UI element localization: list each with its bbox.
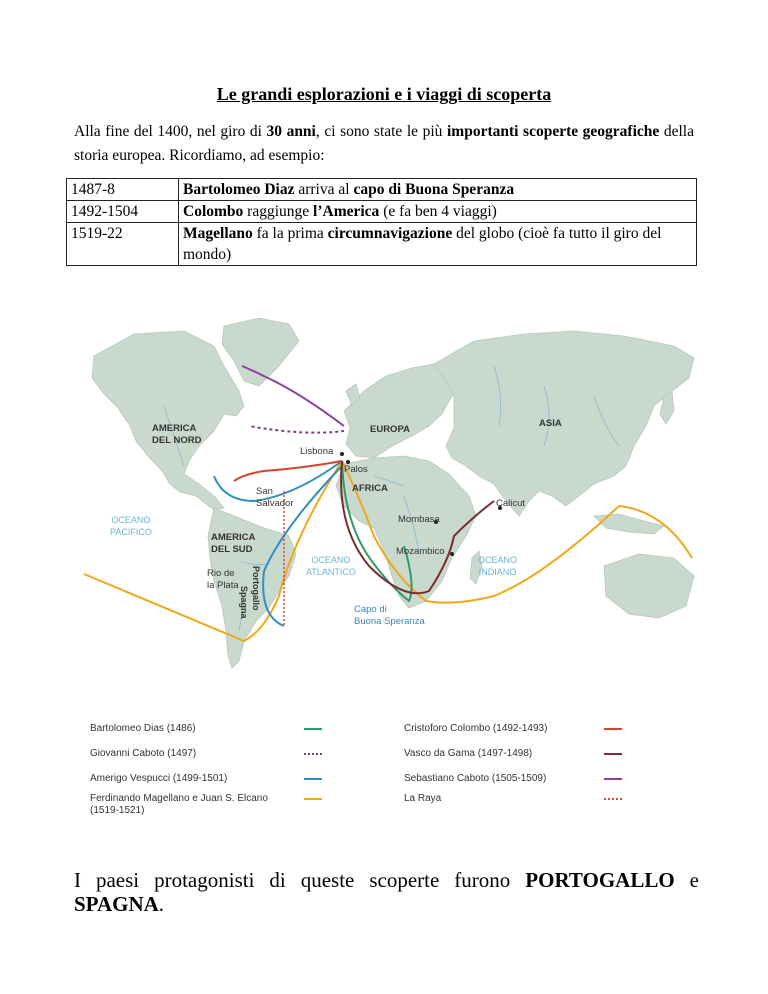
legend-line-colombo (604, 728, 622, 730)
intro-text-1: Alla fine del 1400, nel giro di (74, 123, 267, 140)
event-text: del globo (cioè fa tutto il giro del mondo) (183, 225, 662, 263)
legend-line-raya (604, 798, 622, 800)
discoveries-table (66, 178, 697, 266)
table-row (67, 223, 697, 266)
legend-label-vespucci: Amerigo Vespucci (1499-1501) (90, 773, 228, 784)
label-mozambico: Mozambico (396, 546, 445, 557)
event-text: raggiunge (243, 203, 314, 220)
table-row (67, 201, 697, 223)
table-cell-event (179, 223, 697, 266)
event-bold: Colombo (183, 203, 244, 220)
land-asia (434, 331, 694, 516)
label-mombasa: Mombasa (398, 514, 440, 525)
legend-line-sebastiano (604, 778, 622, 780)
land-greenland (222, 318, 299, 386)
intro-paragraph (74, 120, 694, 168)
legend-label-sebastiano: Sebastiano Caboto (1505-1509) (404, 773, 547, 784)
event-text: arriva al (294, 181, 354, 198)
closing-bold-portogallo: PORTOGALLO (525, 868, 675, 892)
event-bold: circumnavigazione (327, 225, 453, 242)
event-text: (e fa ben 4 viaggi) (379, 203, 497, 220)
label-north-america-text: AMERICA DEL NORD (152, 423, 202, 446)
legend-line-gama (604, 753, 622, 755)
event-bold: l’America (313, 203, 380, 220)
table-row (67, 179, 697, 201)
event-bold: capo di Buona Speranza (353, 181, 515, 198)
closing-paragraph (74, 864, 699, 896)
legend-label-magellano: Ferdinando Magellano e Juan S. Elcano (1519-1521) (90, 793, 268, 816)
intro-bold-2: importanti scoperte geografiche (447, 123, 660, 140)
event-text: fa la prima (252, 225, 328, 242)
label-oceano-atlantico: OCEANO ATLANTICO (306, 555, 356, 577)
closing-text-2: e (674, 868, 699, 892)
intro-text-2: , ci sono state le più (315, 123, 447, 140)
page-title: Le grandi esplorazioni e i viaggi di scoperta (216, 84, 552, 104)
legend-line-vespucci (304, 778, 322, 780)
legend-line-caboto (304, 753, 322, 755)
closing-paragraph-line2 (74, 888, 164, 920)
table-cell-event (179, 201, 697, 223)
route-caboto (249, 426, 344, 433)
label-portogallo: Portogallo (251, 566, 261, 611)
intro-bold-1: 30 anni (266, 123, 316, 140)
table-cell-year: 1492-1504 (67, 201, 179, 223)
closing-text-1: I paesi protagonisti di queste scoperte furono (74, 868, 526, 892)
legend-line-magellano (304, 798, 322, 800)
label-africa: AFRICA (352, 483, 388, 494)
intro-text-3: della storia europea. Ricordiamo, ad esempio: (74, 123, 694, 164)
event-bold: Bartolomeo Diaz (183, 181, 295, 198)
marker-mozambico (450, 552, 454, 556)
table-cell-year: 1487-8 (67, 179, 179, 201)
label-calicut: Calicut (496, 498, 526, 509)
closing-bold-spagna: SPAGNA (74, 892, 159, 916)
closing-text-3: . (158, 892, 165, 916)
legend-label-dias: Bartolomeo Dias (1486) (90, 723, 196, 734)
table-cell-year: 1519-22 (67, 223, 179, 266)
label-south-america: AMERICA DEL SUD (211, 532, 256, 555)
label-rio-plata: Rio de la Plata (207, 568, 239, 591)
world-map (74, 296, 699, 716)
legend-label-raya: La Raya (404, 793, 442, 804)
event-bold: Magellano (183, 225, 253, 242)
label-spagna: Spagna (239, 586, 249, 619)
table-cell-event (179, 179, 697, 201)
marker-lisbona (340, 452, 344, 456)
legend-label-gama: Vasco da Gama (1497-1498) (404, 748, 533, 759)
legend-line-dias (304, 728, 322, 730)
land-australia (604, 554, 694, 618)
label-san-salvador: San Salvador (256, 486, 294, 509)
label-capo: Capo di Buona Speranza (354, 604, 425, 627)
land-africa (336, 456, 476, 608)
legend-label-colombo: Cristoforo Colombo (1492-1493) (404, 723, 548, 734)
label-asia: ASIA (539, 418, 562, 429)
label-europe: EUROPA (370, 424, 410, 435)
land-europe (344, 364, 454, 458)
land-north-america (92, 331, 244, 510)
legend-label-caboto: Giovanni Caboto (1497) (90, 748, 197, 759)
label-palos: Palos (344, 464, 368, 475)
label-lisbona: Lisbona (300, 446, 334, 457)
label-oceano-indiano: OCEANO INDIANO (478, 555, 518, 577)
label-oceano-pacifico: OCEANO PACIFICO (110, 515, 152, 537)
exploration-map-figure (74, 296, 699, 836)
